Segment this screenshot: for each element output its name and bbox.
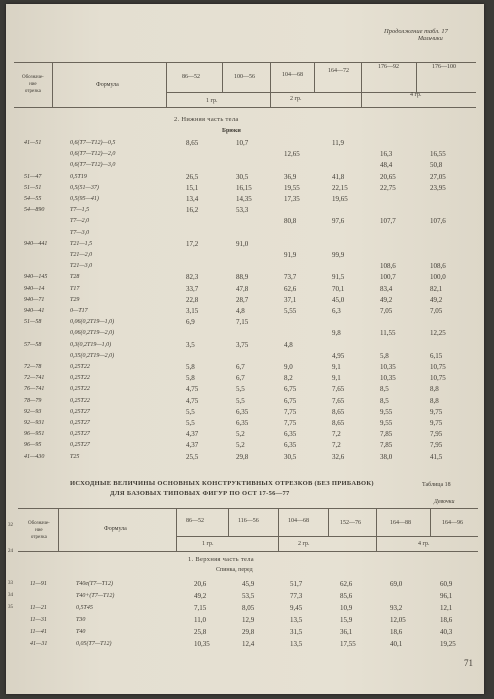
t1-size-4: 176—92: [378, 64, 399, 70]
t2-section-title: 1. Верхняя часть тела: [188, 556, 254, 563]
row-value: 12,4: [242, 640, 255, 648]
row-value: 7,2: [332, 430, 341, 439]
t2-title-line2: ДЛЯ БАЗОВЫХ ТИПОВЫХ ФИГУР ПО ОСТ 17-56—77: [110, 490, 290, 497]
row-code: 96—95: [24, 442, 42, 449]
row-value: 10,35: [380, 374, 396, 383]
row-value: 47,8: [236, 284, 249, 293]
row-formula: 0,35(0,2T19—2,0): [70, 352, 115, 359]
margin-mark: 33: [8, 581, 13, 586]
row-value: 5,8: [380, 351, 389, 360]
row-value: 16,2: [186, 206, 199, 215]
t2-group-1: 1 гр.: [202, 541, 214, 547]
t1-col-formula: Формула: [96, 82, 119, 88]
row-value: 9,55: [380, 419, 393, 427]
row-value: 9,75: [430, 419, 443, 427]
row-value: 5,5: [186, 419, 195, 427]
row-value: 26,5: [186, 172, 199, 181]
row-value: 38,0: [380, 452, 393, 461]
row-code: 72—78: [24, 364, 42, 370]
row-value: 7,15: [236, 318, 249, 327]
row-value: 6,75: [284, 396, 297, 405]
row-value: 7,05: [380, 307, 393, 315]
row-formula: 0,25T27: [70, 408, 90, 415]
t1-group-2: 2 гр.: [290, 96, 302, 102]
row-value: 82,1: [430, 284, 443, 293]
row-code: 11—21: [30, 605, 47, 611]
row-code: 78—79: [24, 397, 42, 404]
row-value: 99,9: [332, 251, 345, 259]
row-value: 13,5: [290, 640, 303, 648]
row-formula: T7—2,0: [70, 218, 90, 225]
row-value: 6,15: [430, 351, 443, 360]
row-value: 100,0: [430, 273, 446, 282]
row-value: 73,7: [284, 273, 297, 282]
row-value: 8,65: [332, 419, 345, 427]
row-value: 30,5: [236, 172, 249, 181]
row-value: 100,7: [380, 273, 396, 282]
row-value: 17,55: [340, 640, 356, 648]
row-value: 11,55: [380, 329, 396, 338]
row-formula: T28: [70, 274, 80, 281]
row-value: 45,9: [242, 580, 255, 588]
row-formula: T7—1,5: [70, 207, 90, 214]
row-value: 13,4: [186, 195, 199, 203]
t1-section-title: 2. Нижняя часть тела: [174, 116, 239, 123]
row-code: 76—741: [24, 386, 45, 393]
row-value: 5,8: [186, 374, 195, 383]
row-value: 93,2: [390, 604, 403, 612]
row-value: 83,4: [380, 284, 393, 293]
row-value: 5,2: [236, 441, 245, 450]
row-value: 10,35: [194, 640, 210, 648]
row-value: 41,5: [430, 452, 443, 461]
row-code: 72—741: [24, 375, 45, 382]
row-value: 10,35: [380, 363, 396, 371]
row-value: 6,9: [186, 318, 195, 327]
t2-label: Таблица 18: [422, 482, 451, 488]
row-value: 22,15: [332, 183, 348, 192]
row-value: 51,7: [290, 580, 303, 588]
row-value: 17,35: [284, 195, 300, 203]
row-code: 41—51: [24, 140, 42, 146]
t1-size-1: 100—56: [234, 74, 255, 80]
running-subhead: Мальчики: [418, 36, 443, 42]
row-value: 91,9: [284, 251, 297, 259]
row-value: 19,55: [284, 183, 300, 192]
row-code: 54—55: [24, 196, 42, 202]
margin-mark: 24: [8, 549, 13, 554]
row-value: 12,9: [242, 616, 255, 624]
row-value: 6,75: [284, 385, 297, 394]
t1-group-1: 1 гр.: [206, 98, 218, 104]
row-value: 8,5: [380, 396, 389, 405]
row-value: 6,3: [332, 307, 341, 315]
running-head: Продолжение табл. 17: [384, 28, 448, 35]
row-value: 29,8: [236, 452, 249, 461]
row-value: 25,8: [194, 628, 207, 636]
row-value: 82,3: [186, 273, 199, 282]
row-value: 15,9: [340, 616, 353, 624]
t2-size-3: 152—76: [340, 520, 361, 526]
row-value: 33,7: [186, 284, 199, 293]
t1-size-5: 176—100: [432, 64, 456, 70]
row-formula: T25: [70, 453, 80, 460]
row-formula: 0,3(0,2T19—1,0): [70, 341, 112, 348]
row-value: 28,7: [236, 295, 249, 304]
row-value: 50,8: [430, 161, 443, 170]
row-value: 60,9: [440, 580, 453, 588]
row-value: 49,2: [380, 295, 393, 304]
row-value: 12,25: [430, 329, 446, 338]
row-value: 6,35: [236, 419, 249, 427]
row-value: 48,4: [380, 161, 393, 170]
t2-col-code: Обозначе- ние отрезка: [28, 521, 50, 540]
row-value: 107,6: [430, 217, 446, 226]
row-value: 7,05: [430, 307, 443, 315]
row-value: 4,75: [186, 385, 199, 394]
t1-col-code: Обозначе- ние отрезка: [22, 75, 44, 94]
row-formula: 0,6(T7—T12)—2,0: [70, 151, 116, 158]
row-formula: 0,6(T7—T12)—0,5: [70, 140, 116, 146]
margin-mark: 35: [8, 605, 13, 610]
row-value: 53,3: [236, 206, 249, 215]
row-value: 91,5: [332, 273, 345, 282]
row-value: 7,85: [380, 430, 393, 439]
row-value: 4,95: [332, 351, 345, 360]
row-formula: 0,06(0,2T19—1,0): [70, 319, 115, 326]
row-value: 80,8: [284, 217, 297, 226]
row-code: 92—931: [24, 420, 45, 426]
row-code: 11—91: [30, 581, 47, 587]
row-formula: T7—3,0: [70, 229, 90, 236]
row-formula: T21—3,0: [70, 263, 93, 270]
row-value: 9,45: [290, 604, 303, 612]
row-value: 9,55: [380, 407, 393, 416]
row-code: 51—47: [24, 173, 42, 180]
row-value: 9,8: [332, 329, 341, 338]
row-value: 96,1: [440, 592, 453, 600]
t2-size-4: 164—88: [390, 520, 411, 526]
row-value: 5,2: [236, 430, 245, 439]
row-value: 7,95: [430, 441, 443, 450]
row-value: 15,1: [186, 183, 199, 192]
t2-subsection: Спинка, перед: [216, 567, 253, 573]
row-value: 7,2: [332, 441, 341, 450]
row-formula: 0,5T19: [70, 173, 87, 180]
row-value: 3,75: [236, 340, 249, 349]
row-value: 62,6: [340, 580, 353, 588]
row-value: 108,6: [380, 262, 396, 271]
row-formula: T21—2,0: [70, 252, 93, 258]
row-value: 9,1: [332, 374, 341, 383]
row-value: 7,95: [430, 430, 443, 439]
row-code: 51—58: [24, 319, 42, 326]
t1-group-4: 4 гр.: [410, 92, 422, 98]
row-value: 4,8: [236, 307, 245, 315]
row-value: 3,15: [186, 307, 199, 315]
row-value: 10,75: [430, 363, 446, 371]
row-value: 6,35: [284, 430, 297, 439]
row-value: 40,1: [390, 640, 403, 648]
row-value: 10,9: [340, 604, 353, 612]
row-formula: T29: [70, 296, 80, 303]
t2-group-4: 4 гр.: [418, 541, 430, 547]
row-value: 10,75: [430, 374, 446, 383]
row-value: 16,15: [236, 183, 252, 192]
row-value: 8,65: [332, 407, 345, 416]
row-code: 940—441: [24, 240, 48, 247]
row-value: 10,7: [236, 139, 249, 147]
row-value: 9,0: [284, 363, 293, 371]
row-code: 96—951: [24, 431, 45, 438]
row-value: 18,6: [390, 628, 403, 636]
t1-subsection: Брюки: [222, 128, 241, 134]
row-value: 7,15: [194, 604, 207, 612]
row-value: 36,1: [340, 628, 353, 636]
t2-col-formula: Формула: [104, 526, 127, 532]
row-formula: 0,25T22: [70, 364, 90, 370]
row-code: 41—31: [30, 641, 48, 647]
t1-size-0: 86—52: [182, 74, 200, 80]
row-value: 69,0: [390, 580, 403, 588]
row-formula: T17: [70, 285, 80, 292]
row-value: 49,2: [430, 295, 443, 304]
row-value: 5,55: [284, 307, 297, 315]
row-value: 6,35: [236, 407, 249, 416]
row-formula: 0,25T22: [70, 375, 90, 382]
row-value: 32,6: [332, 452, 345, 461]
row-formula: 0,5T45: [76, 605, 93, 611]
t2-size-5: 164—96: [442, 520, 463, 526]
row-value: 8,65: [186, 139, 199, 147]
t2-size-1: 116—56: [238, 518, 259, 524]
t2-group-2: 2 гр.: [298, 541, 310, 547]
t2-size-2: 104—68: [288, 518, 309, 524]
row-code: 940—145: [24, 274, 48, 281]
row-value: 4,8: [284, 340, 293, 349]
t1-size-3: 164—72: [328, 68, 349, 74]
row-value: 107,7: [380, 217, 396, 226]
row-value: 8,2: [284, 374, 293, 383]
row-value: 5,5: [186, 407, 195, 416]
row-value: 22,8: [186, 295, 199, 304]
row-formula: 0,25T22: [70, 397, 90, 404]
row-value: 91,0: [236, 239, 249, 248]
row-value: 3,5: [186, 340, 195, 349]
row-formula: T40e(T7—T12): [76, 581, 114, 587]
row-formula: 0—T17: [70, 308, 88, 314]
row-value: 108,6: [430, 262, 446, 271]
row-value: 25,5: [186, 452, 199, 461]
row-value: 9,1: [332, 363, 341, 371]
row-code: 54—890: [24, 207, 45, 214]
row-value: 20,65: [380, 172, 396, 181]
row-value: 37,1: [284, 295, 297, 304]
row-value: 23,95: [430, 183, 446, 192]
row-value: 11,9: [332, 139, 344, 147]
row-code: 11—41: [30, 629, 47, 635]
row-formula: T40: [76, 629, 86, 635]
row-value: 14,35: [236, 195, 252, 203]
margin-mark: 34: [8, 593, 13, 598]
book-page: [6, 4, 484, 694]
row-value: 62,6: [284, 284, 297, 293]
row-code: 940—41: [24, 308, 45, 314]
row-formula: 0,25T27: [70, 420, 90, 426]
row-formula: 0,06(0,2T19—2,0): [70, 330, 115, 337]
row-value: 19,25: [440, 640, 456, 648]
row-value: 7,85: [380, 441, 393, 450]
t2-sublabel: Девочки: [434, 499, 455, 505]
row-value: 7,75: [284, 419, 297, 427]
row-formula: T30: [76, 617, 86, 623]
row-formula: T21—1,5: [70, 240, 93, 247]
t1-size-2: 104—68: [282, 72, 303, 78]
row-value: 27,05: [430, 172, 446, 181]
margin-mark: 32: [8, 523, 13, 528]
row-value: 16,55: [430, 150, 446, 159]
row-value: 4,37: [186, 430, 199, 439]
row-value: 5,8: [186, 363, 195, 371]
row-value: 7,65: [332, 396, 345, 405]
row-value: 53,5: [242, 592, 255, 600]
row-value: 6,7: [236, 374, 245, 383]
row-formula: 0,25T27: [70, 431, 90, 438]
row-value: 6,35: [284, 441, 297, 450]
row-value: 36,9: [284, 172, 297, 181]
row-formula: 0,5(51—37): [70, 184, 99, 191]
row-value: 41,8: [332, 172, 345, 181]
row-value: 85,6: [340, 592, 353, 600]
row-value: 12,05: [390, 616, 406, 624]
row-value: 19,65: [332, 195, 348, 203]
row-value: 97,6: [332, 217, 345, 226]
row-formula: 0,05(T7—T12): [76, 641, 112, 647]
row-value: 8,5: [380, 385, 389, 394]
page-number: 71: [464, 658, 473, 668]
row-value: 49,2: [194, 592, 207, 600]
row-formula: 0,6(T7—T12)—3,0: [70, 162, 116, 169]
row-value: 16,3: [380, 150, 393, 159]
t2-size-0: 86—52: [186, 518, 204, 524]
row-value: 4,37: [186, 441, 199, 450]
row-value: 12,1: [440, 604, 453, 612]
row-value: 9,75: [430, 407, 443, 416]
row-value: 18,6: [440, 616, 453, 624]
row-value: 20,6: [194, 580, 207, 588]
row-value: 30,5: [284, 452, 297, 461]
row-value: 11,0: [194, 616, 206, 624]
row-formula: 0,5(95—41): [70, 196, 99, 202]
row-value: 40,3: [440, 628, 453, 636]
row-formula: 0,25T27: [70, 442, 90, 449]
row-value: 8,8: [430, 396, 439, 405]
row-formula: 0,25T22: [70, 386, 90, 393]
row-code: 51—51: [24, 184, 42, 191]
row-code: 57—58: [24, 341, 42, 348]
row-value: 8,8: [430, 385, 439, 394]
row-value: 7,65: [332, 385, 345, 394]
row-value: 77,3: [290, 592, 303, 600]
row-code: 11—31: [30, 617, 47, 623]
row-value: 8,05: [242, 604, 255, 612]
row-value: 12,65: [284, 150, 300, 159]
row-value: 5,5: [236, 385, 245, 394]
row-value: 6,7: [236, 363, 245, 371]
row-value: 88,9: [236, 273, 249, 282]
row-code: 940—71: [24, 296, 45, 303]
row-code: 41—430: [24, 453, 45, 460]
row-value: 7,75: [284, 407, 297, 416]
row-code: 92—93: [24, 408, 42, 415]
row-value: 29,8: [242, 628, 255, 636]
row-formula: T40+(T7—T12): [76, 593, 115, 599]
row-value: 4,75: [186, 396, 199, 405]
t2-title-line1: ИСХОДНЫЕ ВЕЛИЧИНЫ ОСНОВНЫХ КОНСТРУКТИВНЫХ ОТРЕЗКОВ (БЕЗ ПРИБАВОК): [70, 480, 374, 487]
row-value: 5,5: [236, 396, 245, 405]
row-value: 13,5: [290, 616, 303, 624]
row-value: 45,0: [332, 295, 345, 304]
row-value: 17,2: [186, 239, 199, 248]
row-value: 31,5: [290, 628, 303, 636]
row-code: 940—14: [24, 285, 45, 292]
row-value: 22,75: [380, 183, 396, 192]
row-value: 70,1: [332, 284, 345, 293]
